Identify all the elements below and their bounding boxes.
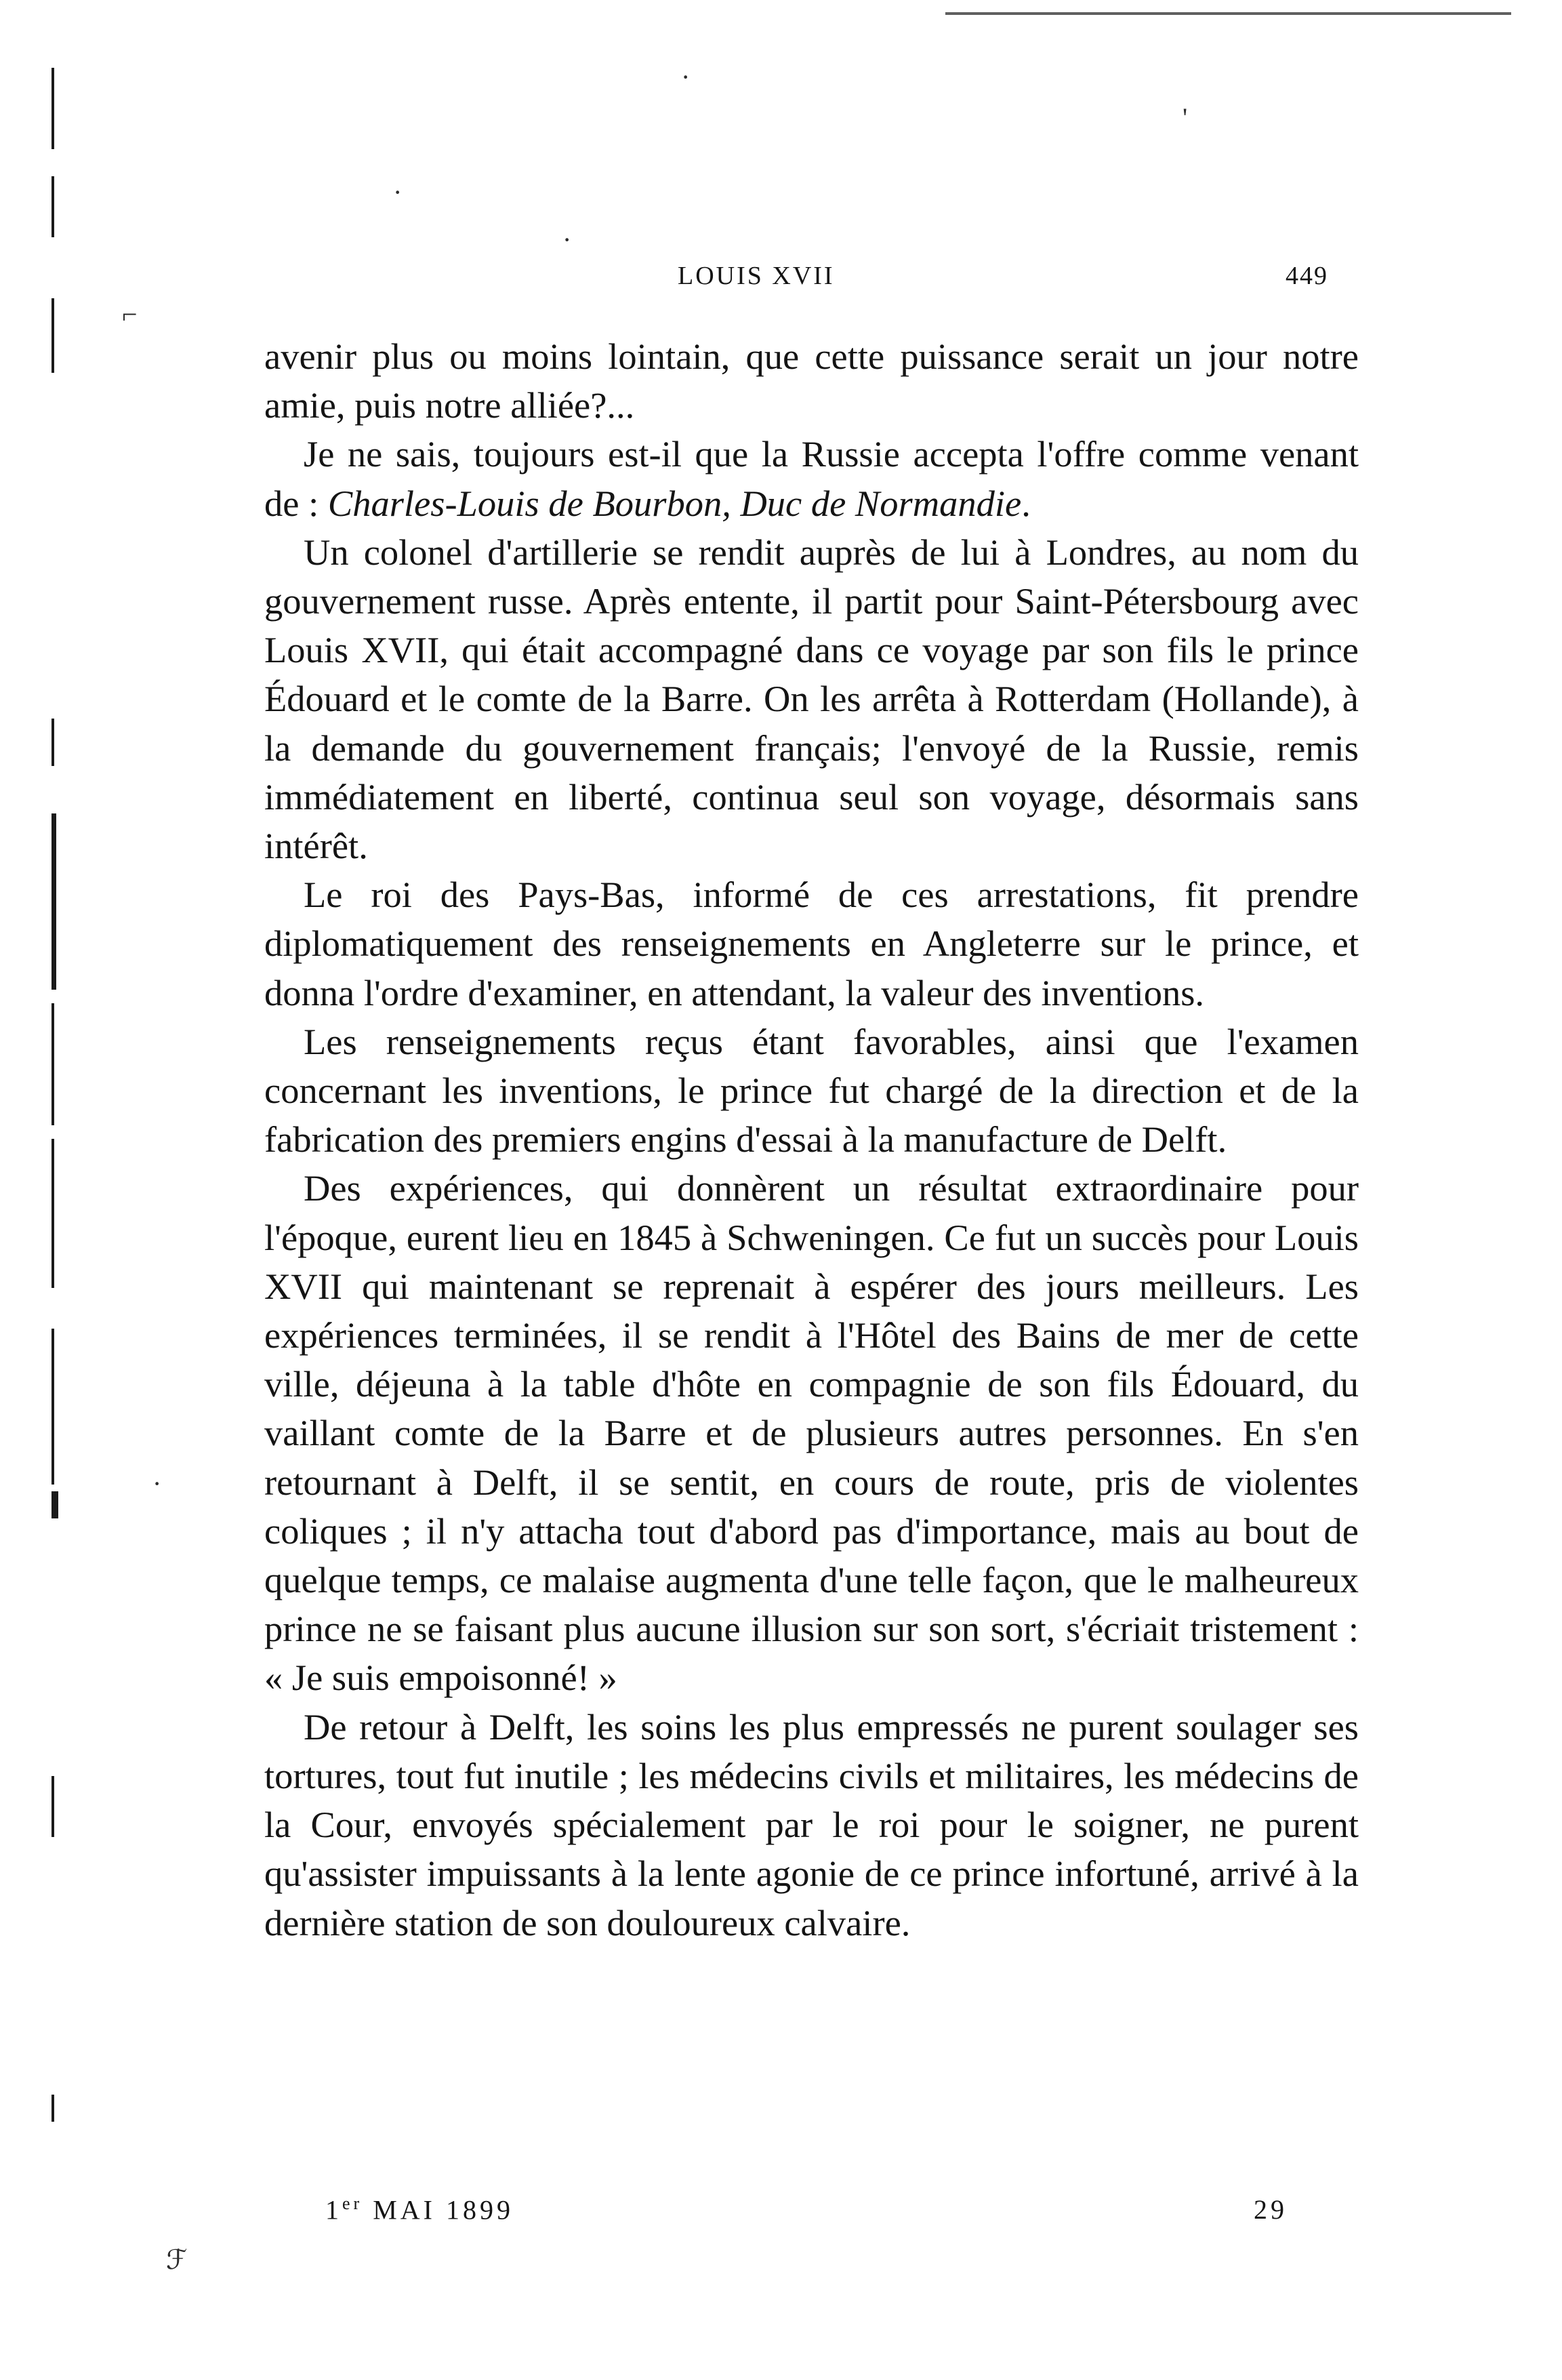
stray-mark-dot: · [681,62,691,92]
page-header [678,261,1328,302]
body-text [264,332,1359,1948]
italic-name: Charles-Louis de Bourbon, Duc de Normandie [327,482,1022,524]
stray-mark-arrow: ⌐ [122,299,138,329]
page-footer [325,2194,1288,2234]
stray-mark-dot: · [562,224,572,255]
signature-mark: 1er MAI 1899 [325,2194,514,2225]
stray-mark-dot: · [393,177,403,207]
paragraph: Un colonel d'artillerie se rendit auprès de lui à Londres, au nom du gouvernement russe. Après entente, il partit pour Saint-Pétersbourg avec Louis XVII, qui était accompagné dans ce voyage par son fils le prince Édouard et le comte de la Barre. On les arrêta à Rotterdam (Hollande), à la demande du gouvernement français; l'envoyé de la Russie, remis immédiatement en liberté, continua seul son voyage, désormais sans intérêt. [264,531,1359,867]
paragraph: Les renseignements reçus étant favorables, ainsi que l'examen concernant les inventions, le prince fut chargé de la direction et de la fabrication des premiers engins d'essai à la manufacture de Delft. [264,1020,1359,1161]
stray-mark-tick: ' [1183,102,1188,133]
paragraph: Je ne sais, toujours est-il que la Russie accepta l'offre comme venant de : Charles-Louis de Bourbon, Duc de Normandie. [264,433,1359,524]
page-number: 449 [1286,262,1328,290]
stray-mark-dot: · [152,1468,162,1499]
stray-mark-glyph: ℱ [166,2244,188,2275]
binding-gutter [24,41,65,2142]
sheet-number: 29 [1254,2194,1288,2225]
paragraph: Le roi des Pays-Bas, informé de ces arrestations, fit prendre diplomatiquement des renseignements en Angleterre sur le prince, et donna l'ordre d'examiner, en attendant, la valeur des inventions. [264,874,1359,1013]
paragraph: Des expériences, qui donnèrent un résultat extraordinaire pour l'époque, eurent lieu en 1845 à Schweningen. Ce fut un succès pour Louis XVII qui maintenant se reprenait à espérer des jours meilleurs. Les expériences terminées, il se rendit à l'Hôtel des Bains de mer de cette ville, déjeuna à la table d'hôte en compagnie de son fils Édouard, du vaillant comte de la Barre et de plusieurs autres personnes. En s'en retournant à Delft, il se sentit, en cours de route, pris de violentes coliques ; il n'y attacha tout d'abord pas d'importance, mais au bout de quelque temps, ce malaise augmenta d'une telle façon, que le malheureux prince ne se faisant plus aucune illusion sur son sort, s'écriait tristement : « Je suis empoisonné! » [264,1167,1359,1699]
paragraph: De retour à Delft, les soins les plus empressés ne purent soulager ses tortures, tout fut inutile ; les médecins civils et militaires, les médecins de la Cour, envoyés spécialement par le roi pour le soigner, ne purent qu'assister impuissants à la lente agonie de ce prince infortuné, arrivé à la dernière station de son douloureux calvaire. [264,1706,1359,1943]
running-title: LOUIS XVII [678,262,835,290]
scan-edge-line [945,12,1511,15]
paragraph: avenir plus ou moins lointain, que cette puissance serait un jour notre amie, puis notre alliée?... [264,336,1359,426]
